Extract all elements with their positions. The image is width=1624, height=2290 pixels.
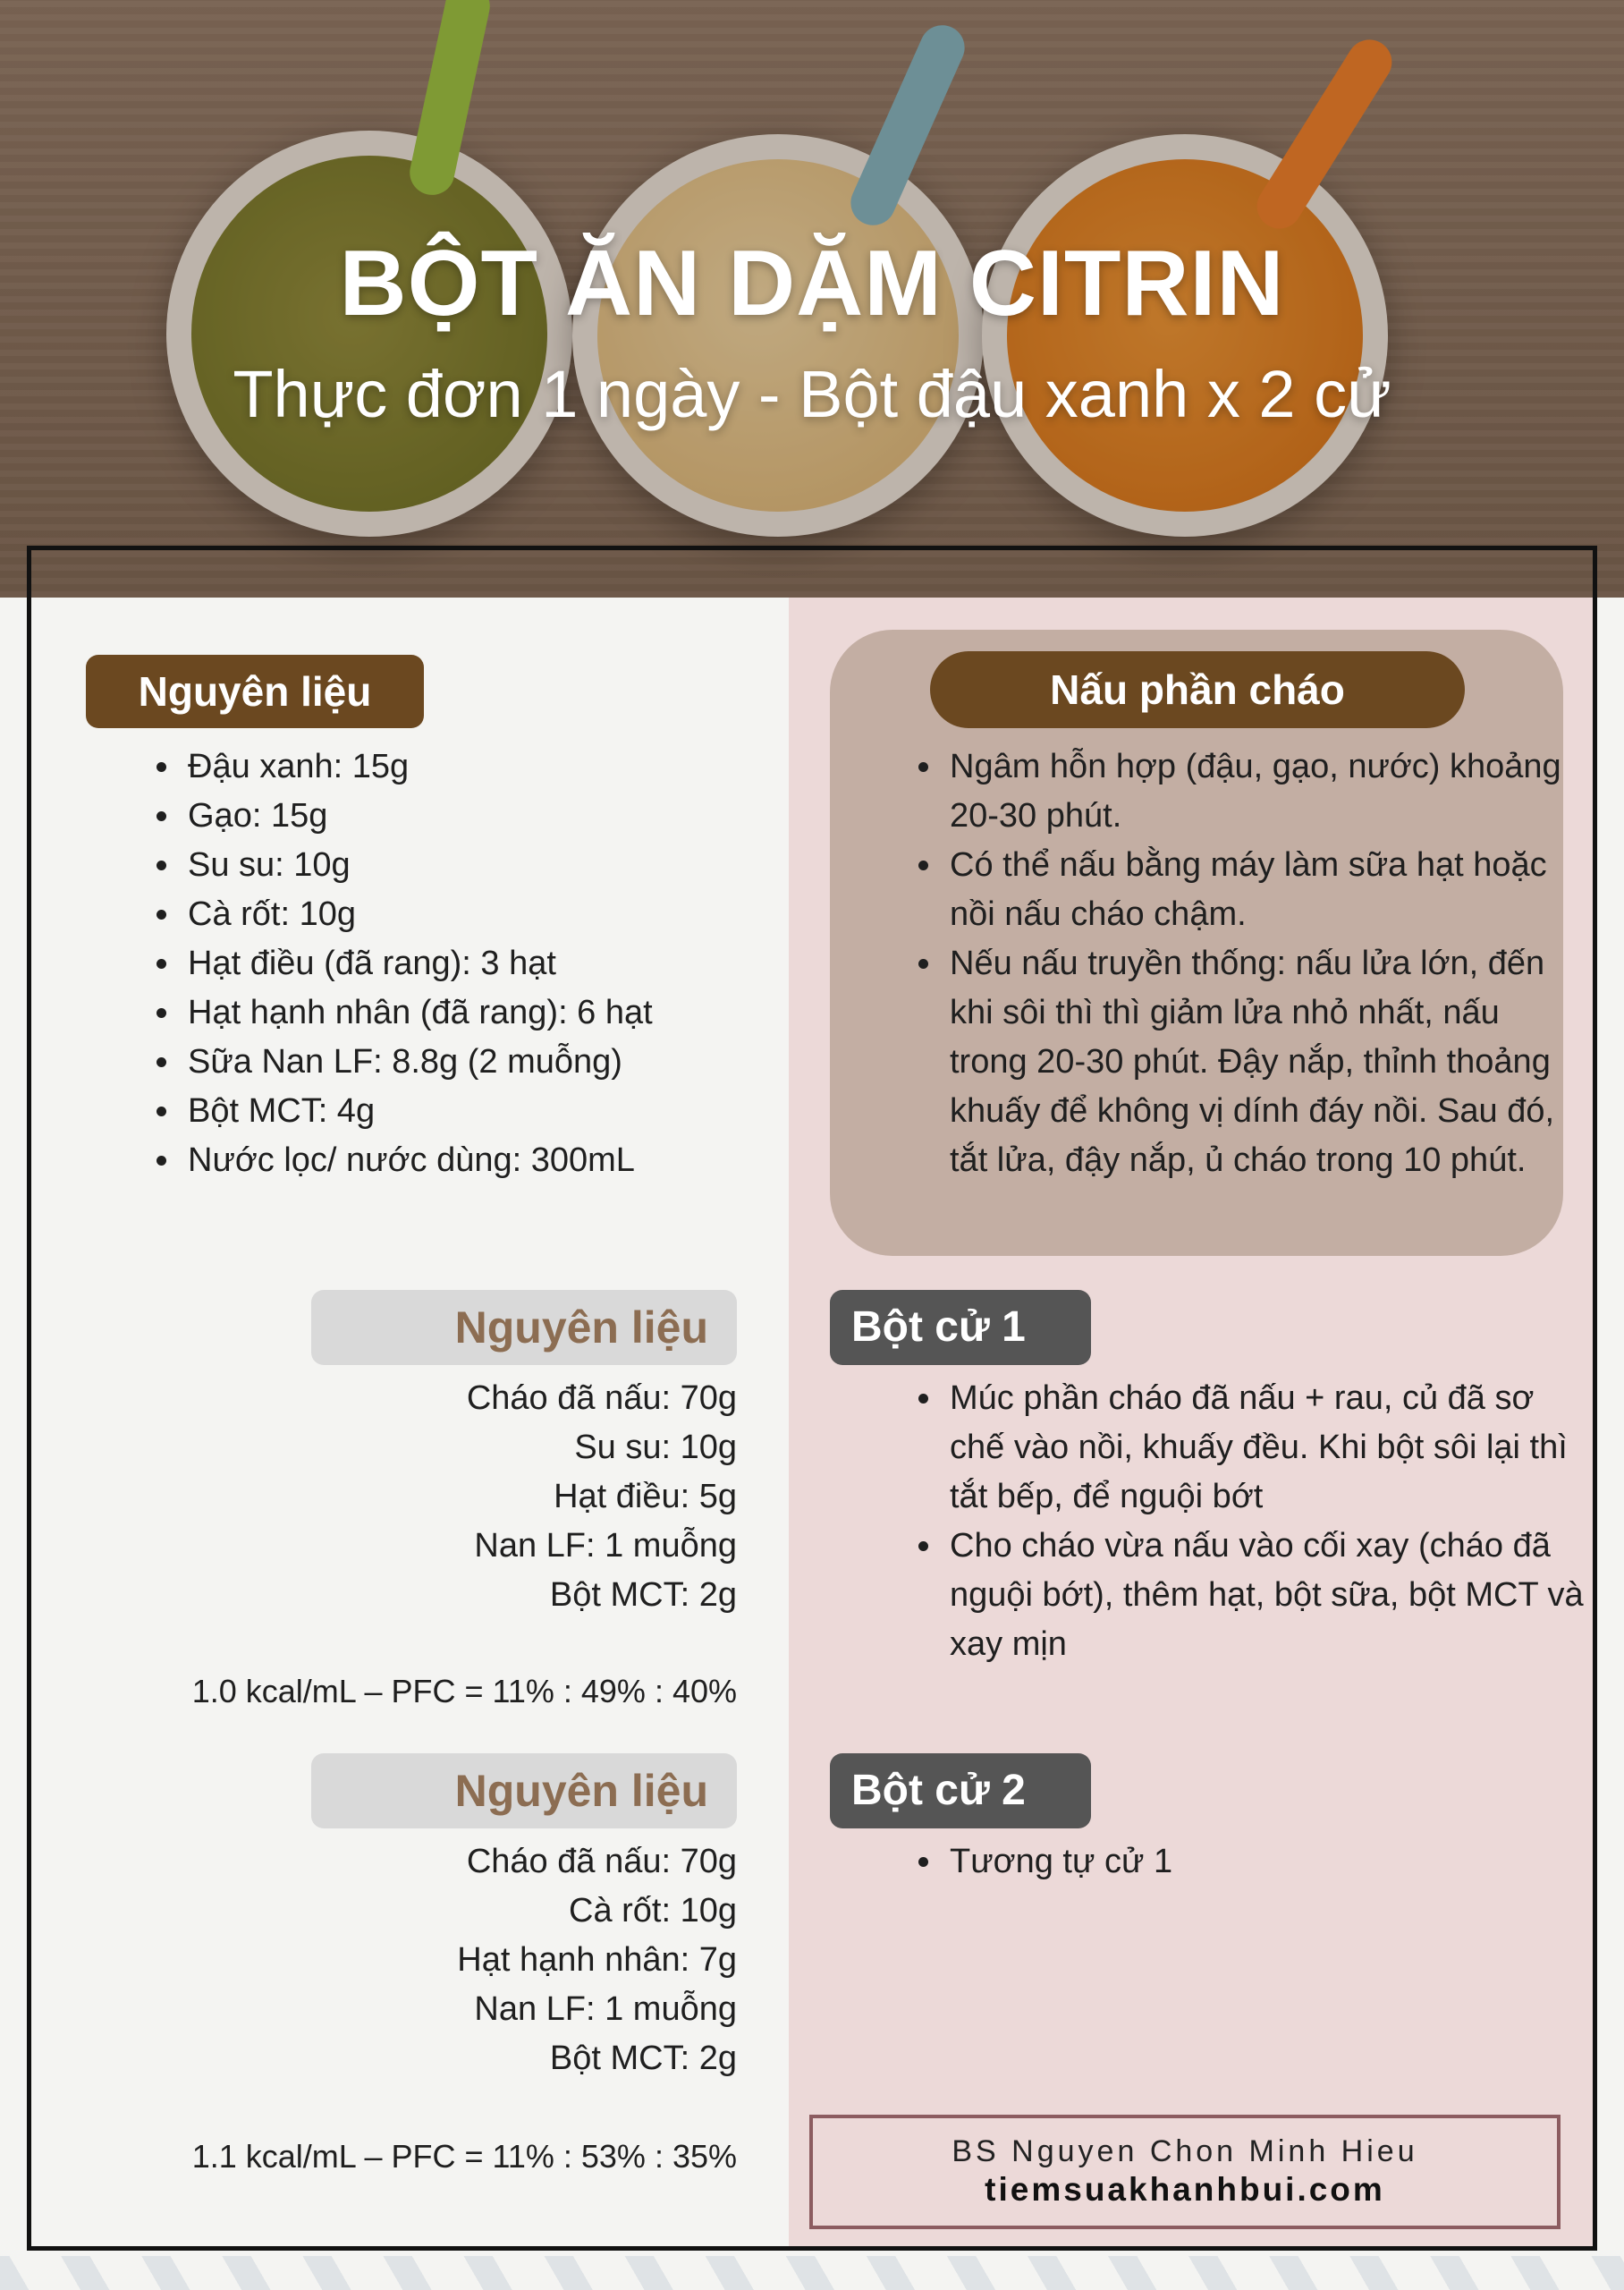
list-item: • Múc phần cháo đã nấu + rau, củ đã sơ chế vào nồi, khuấy đều. Khi bột sôi lại thì tắt bếp, để nguội bớt [944,1374,1597,1522]
list-item: • Tương tự cử 1 [944,1837,1597,1887]
list-item: Hạt hạnh nhân: 7g [457,1941,737,1979]
list-item: • Gạo: 15g [182,792,808,841]
list-item: • Nước lọc/ nước dùng: 300mL [182,1136,808,1185]
list-item: Nan LF: 1 muỗng [474,1527,737,1565]
list-item: Cháo đã nấu: 70g [466,1843,737,1880]
list-item: Cà rốt: 10g [569,1892,737,1930]
meal2-ingredients-heading: Nguyên liệu [311,1753,737,1828]
porridge-steps [894,742,1570,1185]
ingredients-heading: Nguyên liệu [86,655,424,728]
meal2-steps [894,1837,1597,1887]
author-name: BS Nguyen Chon Minh Hieu [952,2134,1418,2168]
meal2-ingredients [268,1837,737,2083]
meal1-ingredients-heading: Nguyên liệu [311,1290,737,1365]
signature-box [809,2115,1561,2229]
list-item: • Ngâm hỗn hợp (đậu, gạo, nước) khoảng 20-30 phút. [944,742,1570,841]
meal1-nutrition: 1.0 kcal/mL – PFC = 11% : 49% : 40% [191,1673,737,1709]
list-item: • Đậu xanh: 15g [182,742,808,792]
list-item: • Hạt điều (đã rang): 3 hạt [182,939,808,988]
meal2-heading: Bột cử 2 [830,1753,1091,1828]
list-item: • Nếu nấu truyền thống: nấu lửa lớn, đến khi sôi thì thì giảm lửa nhỏ nhất, nấu trong 20-30 phút. Đậy nắp, thỉnh thoảng khuấy để không vị dính đáy nồi. Sau đó, tắt lửa, đậy nắp, ủ cháo trong 10 phút. [944,939,1570,1185]
list-item: Nan LF: 1 muỗng [474,1990,737,2028]
list-item: • Có thể nấu bằng máy làm sữa hạt hoặc nồi nấu cháo chậm. [944,841,1570,939]
header-banner [0,0,1624,598]
list-item: • Su su: 10g [182,841,808,890]
page-title: BỘT ĂN DẶM CITRIN [339,232,1285,335]
list-item: Hạt điều: 5g [554,1478,737,1515]
list-item: • Hạt hạnh nhân (đã rang): 6 hạt [182,988,808,1038]
list-item: Cháo đã nấu: 70g [466,1379,737,1417]
list-item: • Sữa Nan LF: 8.8g (2 muỗng) [182,1038,808,1087]
bottom-stripe-decoration [0,2256,1624,2290]
list-item: Su su: 10g [574,1429,737,1466]
page-subtitle: Thực đơn 1 ngày - Bột đậu xanh x 2 cử [233,357,1391,431]
meal1-heading: Bột cử 1 [830,1290,1091,1365]
website-link[interactable]: tiemsuakhanhbui.com [985,2171,1385,2208]
list-item: Bột MCT: 2g [549,2040,737,2077]
list-item: • Cho cháo vừa nấu vào cối xay (cháo đã nguội bớt), thêm hạt, bột sữa, bột MCT và xay mịn [944,1522,1597,1669]
meal1-ingredients [268,1374,737,1620]
ingredients-list [132,742,808,1185]
list-item: • Cà rốt: 10g [182,890,808,939]
porridge-heading: Nấu phần cháo [930,651,1465,728]
meal1-steps [894,1374,1597,1669]
list-item: Bột MCT: 2g [549,1576,737,1614]
list-item: • Bột MCT: 4g [182,1087,808,1136]
meal2-nutrition: 1.1 kcal/mL – PFC = 11% : 53% : 35% [191,2138,737,2175]
